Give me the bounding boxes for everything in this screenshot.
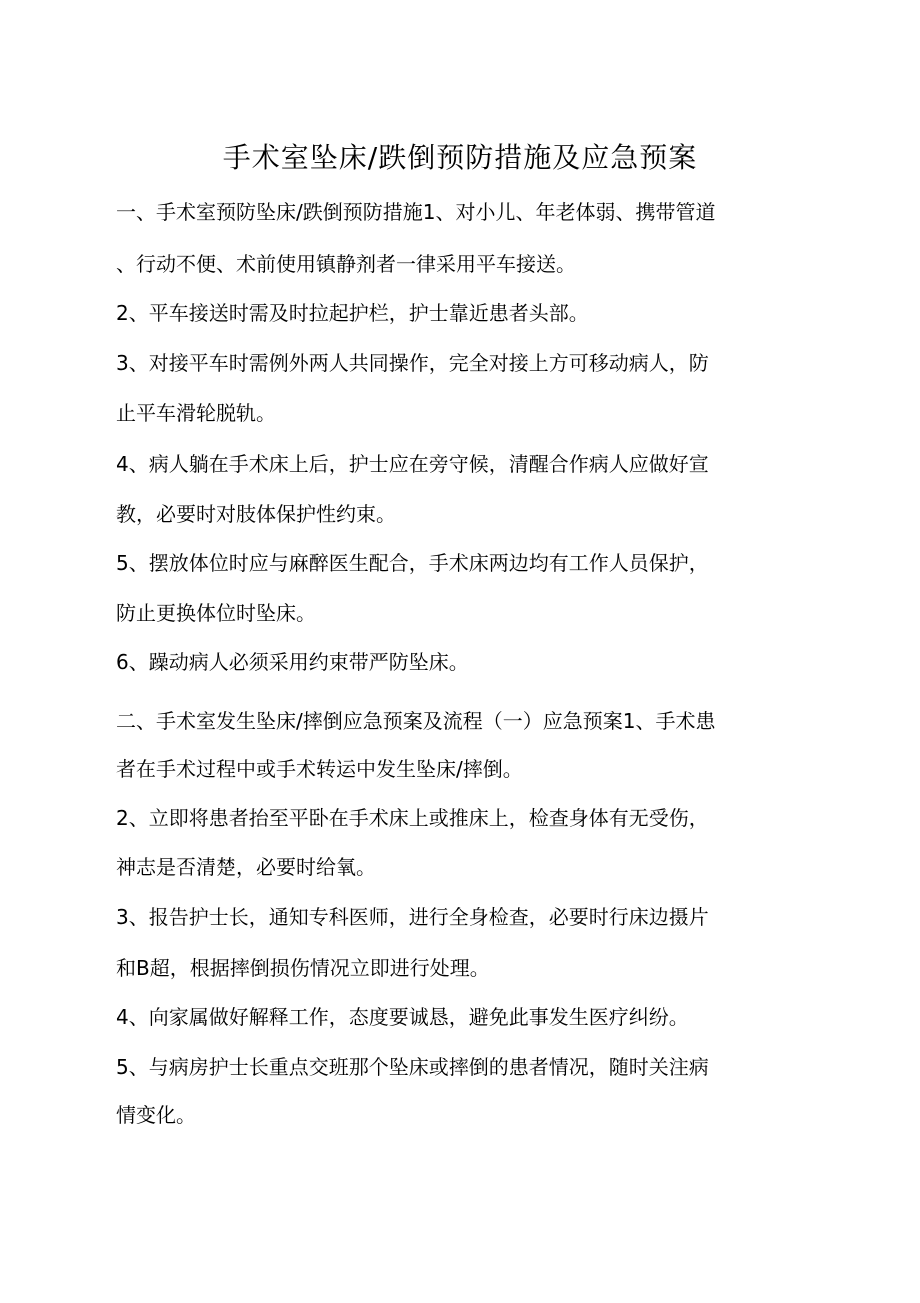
text-line: 5、与病房护士长重点交班那个坠床或摔倒的患者情况，随时关注病 <box>116 1055 709 1079</box>
text-line: 一、手术室预防坠床/跌倒预防措施1、对小儿、年老体弱、携带管道 <box>116 200 716 224</box>
text-line: 神志是否清楚，必要时给氧。 <box>116 855 376 879</box>
text-line: 3、报告护士长，通知专科医师，进行全身检查，必要时行床边摄片 <box>116 905 709 929</box>
document-title: 手术室坠床/跌倒预防措施及应急预案 <box>222 141 698 174</box>
text-line: 和B超，根据摔倒损伤情况立即进行处理。 <box>116 956 490 980</box>
text-line: 、行动不便、术前使用镇静剂者一律采用平车接送。 <box>116 252 576 276</box>
text-line: 4、病人躺在手术床上后，护士应在旁守候，清醒合作病人应做好宣 <box>116 452 709 476</box>
text-line: 止平车滑轮脱轨。 <box>116 401 276 425</box>
text-line: 2、立即将患者抬至平卧在手术床上或推床上，检查身体有无受伤， <box>116 806 709 830</box>
text-line: 者在手术过程中或手术转运中发生坠床/摔倒。 <box>116 757 523 781</box>
text-line: 6、躁动病人必须采用约束带严防坠床。 <box>116 650 469 674</box>
text-line: 情变化。 <box>116 1103 196 1127</box>
text-line: 3、对接平车时需例外两人共同操作，完全对接上方可移动病人，防 <box>116 351 709 375</box>
text-line: 教，必要时对肢体保护性约束。 <box>116 502 396 526</box>
text-line: 防止更换体位时坠床。 <box>116 601 316 625</box>
text-line: 4、向家属做好解释工作，态度要诚恳，避免此事发生医疗纠纷。 <box>116 1005 689 1029</box>
text-line: 5、摆放体位时应与麻醉医生配合，手术床两边均有工作人员保护， <box>116 551 709 575</box>
text-line: 2、平车接送时需及时拉起护栏，护士靠近患者头部。 <box>116 301 589 325</box>
text-line: 二、手术室发生坠床/摔倒应急预案及流程（一）应急预案1、手术患 <box>116 709 716 733</box>
